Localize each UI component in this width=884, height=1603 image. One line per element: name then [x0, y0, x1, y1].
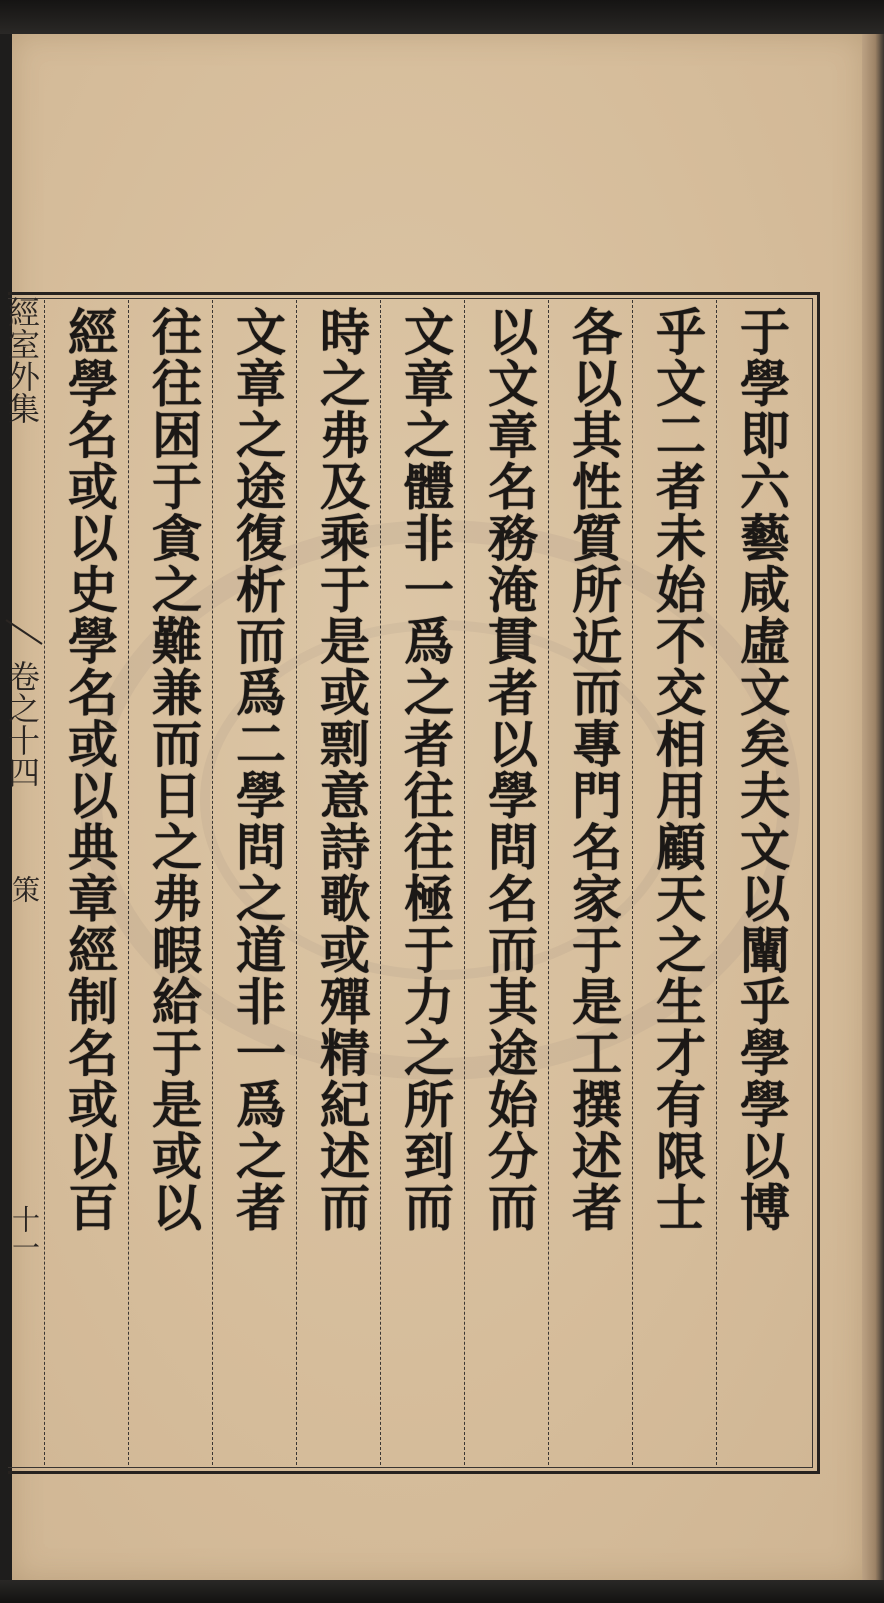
fish-tail-mark-icon — [4, 618, 44, 648]
scanner-bottom-border — [0, 1580, 884, 1603]
margin-section-label: 策 — [8, 875, 41, 903]
text-column-7: 文章之途復析而爲二學問之道非一爲之者 — [228, 306, 287, 1233]
text-column-2: 乎文二者未始不交相用顧天之生才有限士 — [648, 306, 707, 1233]
text-column-9: 經學名或以史學名或以典章經制名或以百 — [60, 306, 119, 1233]
scanner-top-border — [0, 0, 884, 34]
text-column-3: 各以其性質所近而專門名家于是工撰述者 — [564, 306, 623, 1233]
text-column-5: 文章之體非一爲之者往往極于力之所到而 — [396, 306, 455, 1233]
text-column-1: 于學即六藝咸虛文矣夫文以闡乎學學以博 — [732, 306, 791, 1233]
column-rule — [716, 300, 717, 1465]
text-column-6: 時之弗及乘于是或剽意詩歌或殫精紀述而 — [312, 306, 371, 1233]
column-rule — [548, 300, 549, 1465]
column-rule — [296, 300, 297, 1465]
text-column-8: 往往困于貪之難兼而日之弗暇給于是或以 — [144, 306, 203, 1233]
margin-volume-label: 卷之十四 — [3, 660, 41, 788]
text-column-4: 以文章名務淹貫者以學問名而其途始分而 — [480, 306, 539, 1233]
column-rule — [632, 300, 633, 1465]
page-edge-shadow — [862, 34, 884, 1580]
column-rule — [128, 300, 129, 1465]
column-rule — [464, 300, 465, 1465]
column-rule — [212, 300, 213, 1465]
column-rule — [380, 300, 381, 1465]
margin-page-number: 十一 — [8, 1205, 41, 1261]
margin-book-title: 經室外集 — [3, 296, 41, 424]
column-rule — [44, 300, 45, 1465]
